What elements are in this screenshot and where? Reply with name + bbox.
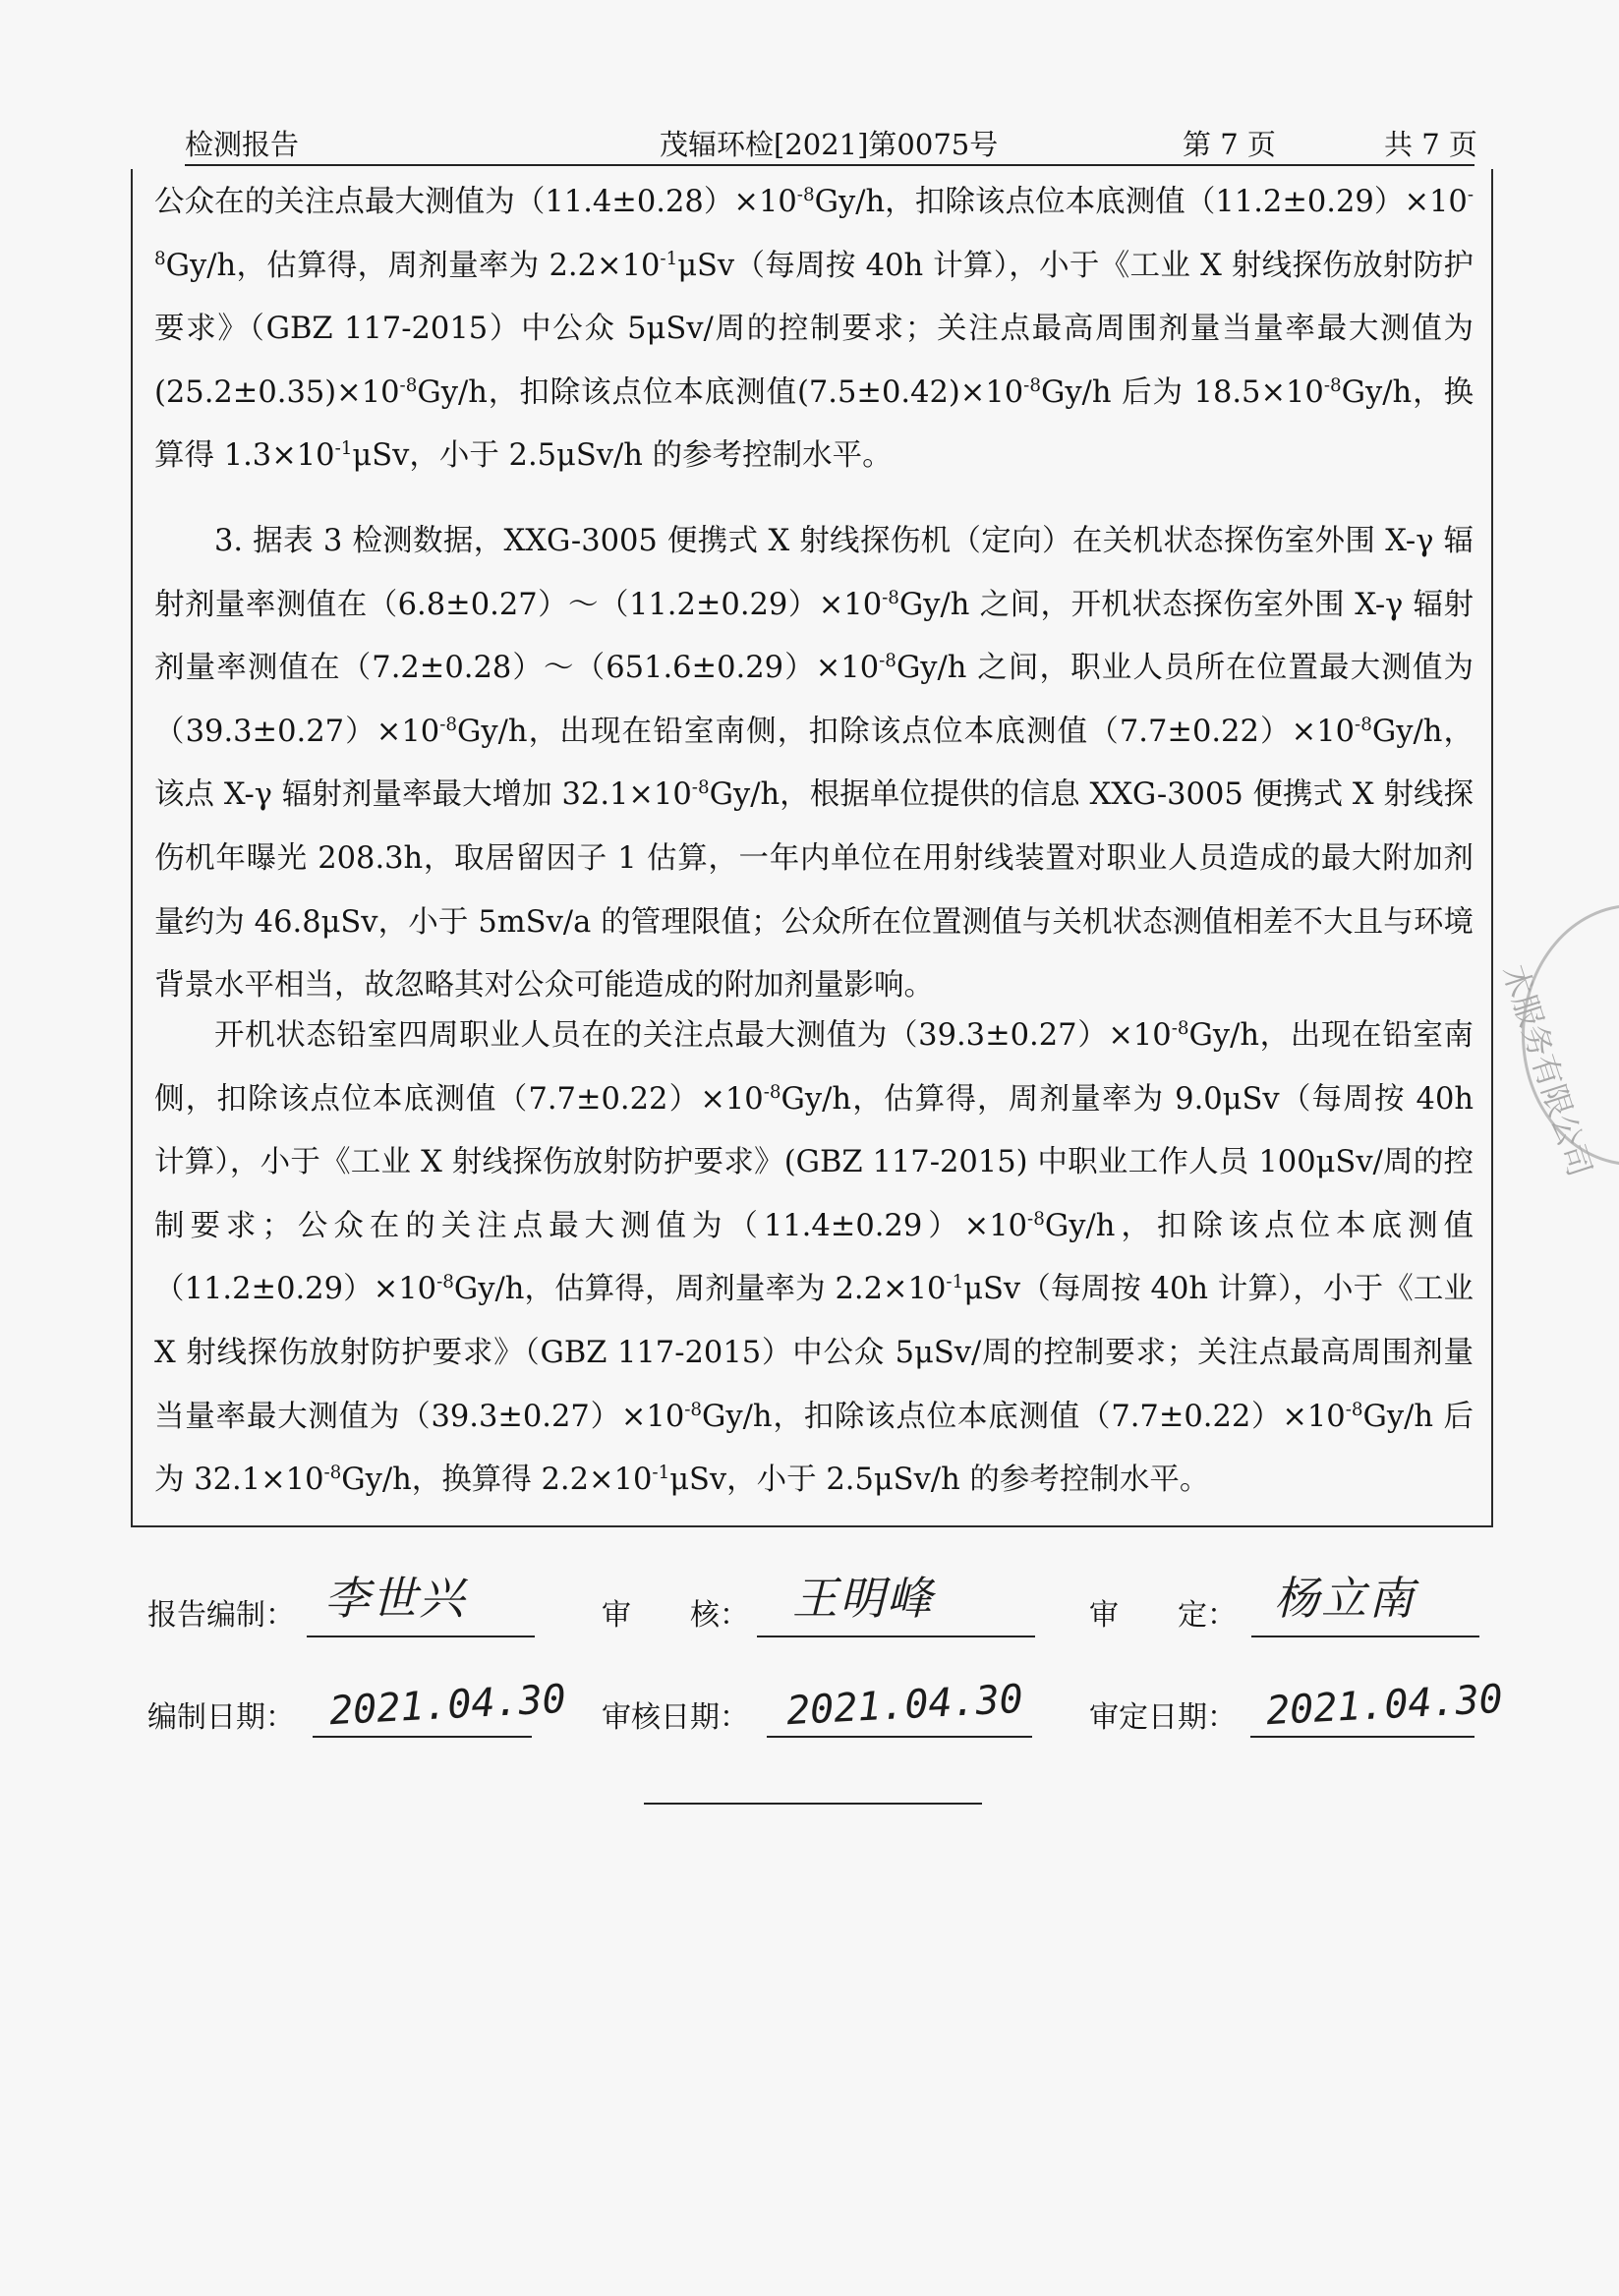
page-number: 第 7 页: [1183, 128, 1276, 161]
exponent: -1: [652, 1463, 670, 1483]
company-seal-text: 术服务有限公司: [1495, 959, 1599, 1181]
paragraph-public-dose: 公众在的关注点最大测值为$(11.4\pm 0.28)\times 10^{-8}Gy/h$，扣除该点位本底测值$(11.2\pm 0.29)\times 10^{-8}Gy/h$，估算得，周剂量率为 $2.2\times 10^{-1}\mu Sv$（每周按 40h 计算），小于《工业 X 射线探伤放射防护要求》（GBZ 117-2015）中公众 5μSv/周的控制要求；关注点最高周围剂量当量率最大测值为$(25.2\pm 0.35)\times 10^{-8}Gy/h$，扣除该点位本底测值$(7.5\pm 0.42)\times 10^{-8}Gy/h$ 后为 $18.5\times 10^{-8}Gy/h$，换算得 $1.3\times 10^{-1}\mu Sv$，小于 2.5μSv/h 的参考控制水平。: [154, 184, 1474, 474]
compile-date-label: 编制日期：: [147, 1700, 295, 1735]
exponent: -8: [691, 777, 710, 799]
paragraph-inspection-data: 3. 据表 3 检测数据，XXG-3005 便携式 X 射线探伤机（定向）在关机状态探伤室外围 X-γ 辐射剂量率测值在$(6.8\pm 0.27)\sim(11.2\pm 0.29)\times 10^{-8}Gy/h$ 之间，开机状态探伤室外围 X-γ 辐射剂量率测值在$(7.2\pm 0.28)\sim(651.6\pm 0.29)\times 10^{-8}Gy/h$ 之间，职业人员所在位置最大测值为$(39.3\pm 0.27)\times 10^{-8}Gy/h$，出现在铅室南侧，扣除该点位本底测值$(7.7\pm 0.22)\times 10^{-8}Gy/h$，该点 X-γ 辐射剂量率最大增加 $32.1\times 10^{-8}Gy/h$，根据单位提供的信息 XXG-3005 便携式 X 射线探伤机年曝光 208.3h，取居留因子 1 估算，一年内单位在用射线装置对职业人员造成的最大附加剂量约为 46.8μSv，小于 5mSv/a 的管理限值；公众所在位置测值与关机状态测值相差不大且与环境背景水平相当，故忽略其对公众可能造成的附加剂量影响。: [154, 524, 1474, 1004]
exponent: -8: [1323, 374, 1342, 396]
approver-signature-line: [1251, 1636, 1479, 1637]
report-number: 茂辐环检[2021]第0075号: [660, 128, 999, 161]
compile-date-line: [313, 1736, 532, 1738]
page-total: 共 7 页: [1384, 128, 1477, 161]
exponent: -1: [946, 1272, 964, 1293]
reviewer-signature-line: [757, 1636, 1035, 1637]
report-body-box: [131, 169, 1493, 1527]
exponent: -8: [1171, 1017, 1189, 1039]
approve-date: 2021.04.30: [1264, 1676, 1504, 1735]
exponent: -8: [1023, 374, 1041, 396]
exponent: -1: [334, 438, 353, 460]
reviewer-signature: 王明峰: [792, 1572, 934, 1625]
approve-date-label: 审定日期：: [1089, 1700, 1237, 1735]
end-of-report-rule: [644, 1803, 982, 1805]
compiler-signature: 李世兴: [324, 1572, 466, 1625]
exponent: -8: [1027, 1208, 1045, 1230]
report-type-label: 检测报告: [185, 128, 300, 161]
approver-signature: 杨立南: [1274, 1572, 1416, 1625]
exponent: -8: [796, 184, 815, 205]
approve-date-line: [1250, 1736, 1474, 1738]
review-date-line: [767, 1736, 1032, 1738]
reviewer-label: 审 核：: [602, 1598, 749, 1633]
paragraph-lead-room-dose: 开机状态铅室四周职业人员在的关注点最大测值为$(39.3\pm 0.27)\times 10^{-8}Gy/h$，出现在铅室南侧，扣除该点位本底测值$(7.7\pm 0.22)\times 10^{-8}Gy/h$，估算得，周剂量率为 9.0μSv（每周按 40h 计算），小于《工业 X 射线探伤放射防护要求》(GBZ 117-2015) 中职业工作人员 100μSv/周的控制要求；公众在的关注点最大测值为$(11.4\pm 0.29)\times 10^{-8}Gy/h$，扣除该点位本底测值$(11.2\pm 0.29)\times 10^{-8}Gy/h$，估算得，周剂量率为 $2.2\times 10^{-1}\mu Sv$（每周按 40h 计算），小于《工业 X 射线探伤放射防护要求》（GBZ 117-2015）中公众 5μSv/周的控制要求；关注点最高周围剂量当量率最大测值为$(39.3\pm 0.27)\times 10^{-8}Gy/h$，扣除该点位本底测值$(7.7\pm 0.22)\times 10^{-8}Gy/h$ 后为 $32.1\times 10^{-8}Gy/h$，换算得 $2.2\times 10^{-1}\mu Sv$，小于 2.5μSv/h 的参考控制水平。: [154, 1017, 1474, 1498]
exponent: -8: [763, 1081, 781, 1103]
compiler-label: 报告编制：: [147, 1598, 295, 1633]
exponent: -1: [660, 248, 678, 269]
exponent: -8: [882, 587, 899, 608]
exponent: -8: [399, 374, 418, 396]
review-date-label: 审核日期：: [602, 1700, 749, 1735]
exponent: -8: [684, 1399, 703, 1420]
exponent: -8: [154, 184, 1474, 269]
exponent: -8: [1345, 1399, 1363, 1420]
compiler-signature-line: [307, 1636, 535, 1637]
approver-label: 审 定：: [1089, 1598, 1237, 1633]
exponent: -8: [436, 1272, 454, 1293]
exponent: -8: [879, 651, 896, 672]
exponent: -8: [323, 1463, 342, 1483]
exponent: -8: [439, 714, 457, 735]
page-header: [185, 125, 1477, 166]
compile-date: 2021.04.30: [327, 1676, 567, 1735]
review-date: 2021.04.30: [784, 1676, 1024, 1735]
exponent: -8: [1355, 714, 1372, 735]
